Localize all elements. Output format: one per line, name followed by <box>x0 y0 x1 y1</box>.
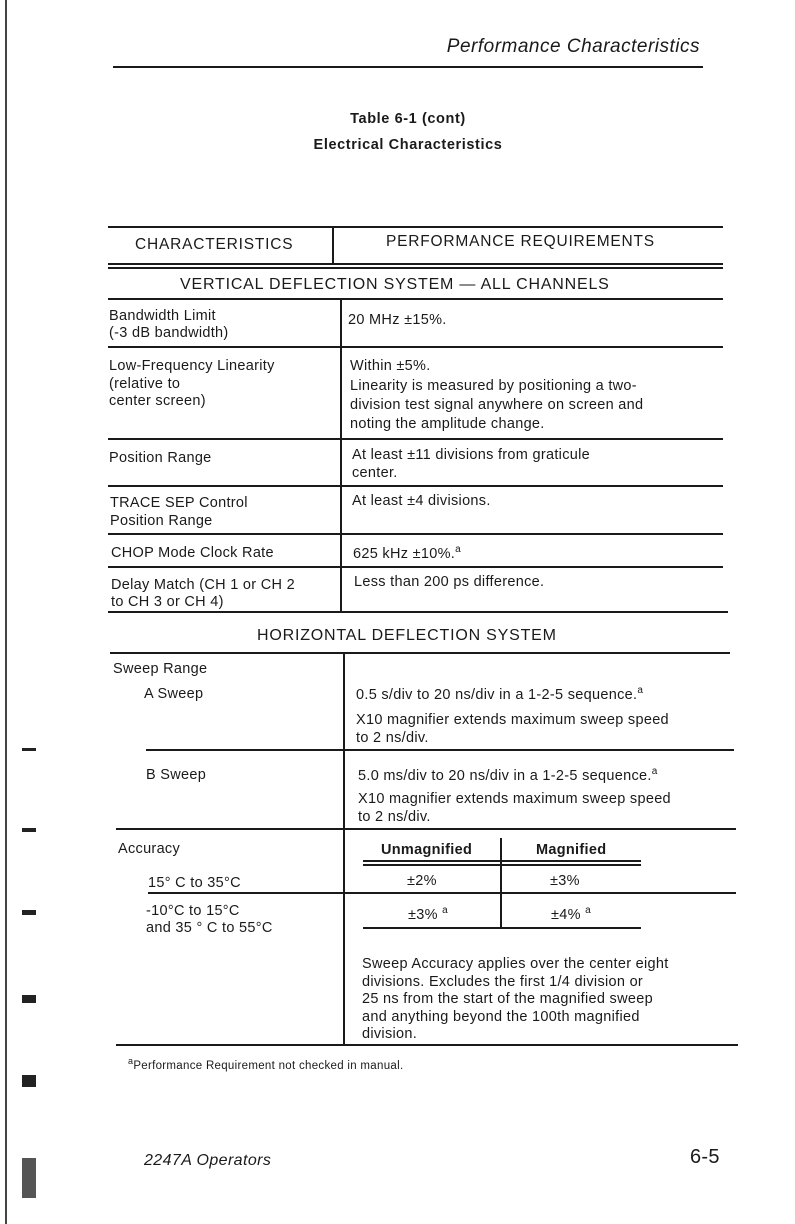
binder-tab <box>22 995 36 1003</box>
footnote-ref: a <box>455 544 462 555</box>
binder-tab <box>22 828 36 832</box>
perf-a-sweep <box>356 682 643 704</box>
footnote-ref: a <box>442 905 449 916</box>
perf-b-sweep-text: 5.0 ms/div to 20 ns/div in a 1-2-5 sequence. <box>358 767 652 784</box>
char-lf-linearity-sub: (relative to <box>109 376 181 392</box>
perf-trace-sep: At least ±4 divisions. <box>352 493 491 509</box>
perf-lf-linearity-note: division test signal anywhere on screen and <box>350 397 644 413</box>
range2-unmagnified-value: ±3% <box>408 906 438 923</box>
accuracy-note: and anything beyond the 100th magnified <box>362 1009 640 1025</box>
section-rule <box>108 298 723 300</box>
perf-b-sweep-magnifier: X10 magnifier extends maximum sweep speed <box>358 791 671 807</box>
char-chop-rate: CHOP Mode Clock Rate <box>111 545 274 561</box>
subtable-double-rule <box>363 864 641 866</box>
page-number: 6-5 <box>690 1146 720 1168</box>
row-rule <box>146 749 734 751</box>
char-temp-range-1: 15° C to 35°C <box>148 875 241 891</box>
header-rule <box>113 66 703 68</box>
footnote-mark: a <box>128 1056 134 1066</box>
perf-lf-linearity-note: noting the amplitude change. <box>350 416 545 432</box>
footnote-ref: a <box>637 685 644 696</box>
row-rule <box>108 485 723 487</box>
col-unmagnified: Unmagnified <box>381 842 473 858</box>
char-b-sweep: B Sweep <box>146 767 207 783</box>
section-heading-vertical: VERTICAL DEFLECTION SYSTEM — ALL CHANNELS <box>180 276 610 293</box>
range1-magnified: ±3% <box>550 873 580 889</box>
row-rule <box>108 346 723 348</box>
section-rule <box>110 652 730 654</box>
char-trace-sep: TRACE SEP Control <box>110 495 248 511</box>
range2-unmagnified <box>408 902 448 924</box>
range2-magnified <box>551 902 591 924</box>
subtable-double-rule <box>363 860 641 862</box>
range2-magnified-value: ±4% <box>551 906 581 923</box>
col-magnified: Magnified <box>536 842 607 858</box>
perf-bandwidth: 20 MHz ±15%. <box>348 312 447 328</box>
char-bandwidth: Bandwidth Limit <box>109 308 216 324</box>
perf-lf-linearity: Within ±5%. <box>350 358 431 374</box>
char-position-range: Position Range <box>109 450 212 466</box>
row-rule <box>108 533 723 535</box>
footnote-ref: a <box>585 905 592 916</box>
char-temp-range-2: -10°C to 15°C <box>146 903 240 919</box>
char-trace-sep-sub: Position Range <box>110 513 213 529</box>
header-double-rule <box>108 263 723 265</box>
row-rule <box>116 828 736 830</box>
binder-tab <box>22 910 36 915</box>
column-divider <box>343 652 345 1044</box>
char-delay-match-sub: to CH 3 or CH 4) <box>111 594 224 610</box>
header-divider <box>332 226 334 263</box>
binder-tab <box>22 1075 36 1087</box>
char-delay-match: Delay Match (CH 1 or CH 2 <box>111 577 295 593</box>
row-rule <box>108 566 723 568</box>
row-rule <box>108 438 723 440</box>
binder-tab <box>22 748 36 751</box>
perf-delay-match: Less than 200 ps difference. <box>354 574 545 590</box>
header-double-rule <box>108 267 723 269</box>
accuracy-note: 25 ns from the start of the magnified sweep <box>362 991 653 1007</box>
perf-a-sweep-magnifier: X10 magnifier extends maximum sweep speed <box>356 712 669 728</box>
perf-position-range: At least ±11 divisions from graticule <box>352 447 590 463</box>
char-sweep-range: Sweep Range <box>113 661 208 677</box>
char-accuracy: Accuracy <box>118 841 181 857</box>
binder-tab <box>22 1158 36 1198</box>
col-header-characteristics: CHARACTERISTICS <box>135 236 294 253</box>
perf-a-sweep-magnifier-cont: to 2 ns/div. <box>356 730 429 746</box>
accuracy-note: division. <box>362 1026 418 1042</box>
col-header-performance: PERFORMANCE REQUIREMENTS <box>386 233 655 250</box>
page-header-title: Performance Characteristics <box>446 36 700 57</box>
footer-manual-name: 2247A Operators <box>144 1152 272 1169</box>
footnote-ref: a <box>651 766 658 777</box>
range1-unmagnified: ±2% <box>407 873 437 889</box>
binder-margin <box>0 0 60 1224</box>
table-top-rule <box>108 226 723 228</box>
char-lf-linearity-sub: center screen) <box>109 393 206 409</box>
char-lf-linearity: Low-Frequency Linearity <box>109 358 275 374</box>
row-rule <box>108 611 728 613</box>
perf-chop-rate-text: 625 kHz ±10%. <box>353 545 456 562</box>
perf-position-range-cont: center. <box>352 465 398 481</box>
char-bandwidth-sub: (-3 dB bandwidth) <box>109 325 229 341</box>
page-edge <box>5 0 7 1224</box>
accuracy-note: divisions. Excludes the first 1/4 division or <box>362 974 644 990</box>
subtable-divider <box>500 838 502 927</box>
table-subtitle: Electrical Characteristics <box>313 137 503 153</box>
perf-b-sweep-magnifier-cont: to 2 ns/div. <box>358 809 431 825</box>
subtable-bottom-rule <box>363 927 641 929</box>
accuracy-note: Sweep Accuracy applies over the center eight <box>362 956 669 972</box>
perf-lf-linearity-note: Linearity is measured by positioning a two- <box>350 378 637 394</box>
section-heading-horizontal: HORIZONTAL DEFLECTION SYSTEM <box>257 627 557 644</box>
char-a-sweep: A Sweep <box>144 686 204 702</box>
char-temp-range-2-cont: and 35 ° C to 55°C <box>146 920 273 936</box>
table-bottom-rule <box>116 1044 738 1046</box>
footnote <box>128 1052 403 1075</box>
footnote-text: Performance Requirement not checked in manual. <box>133 1059 404 1072</box>
row-rule <box>148 892 736 894</box>
perf-chop-rate <box>353 541 461 563</box>
perf-a-sweep-text: 0.5 s/div to 20 ns/div in a 1-2-5 sequence. <box>356 686 638 703</box>
table-title: Table 6-1 (cont) <box>350 111 466 127</box>
perf-b-sweep <box>358 763 658 785</box>
